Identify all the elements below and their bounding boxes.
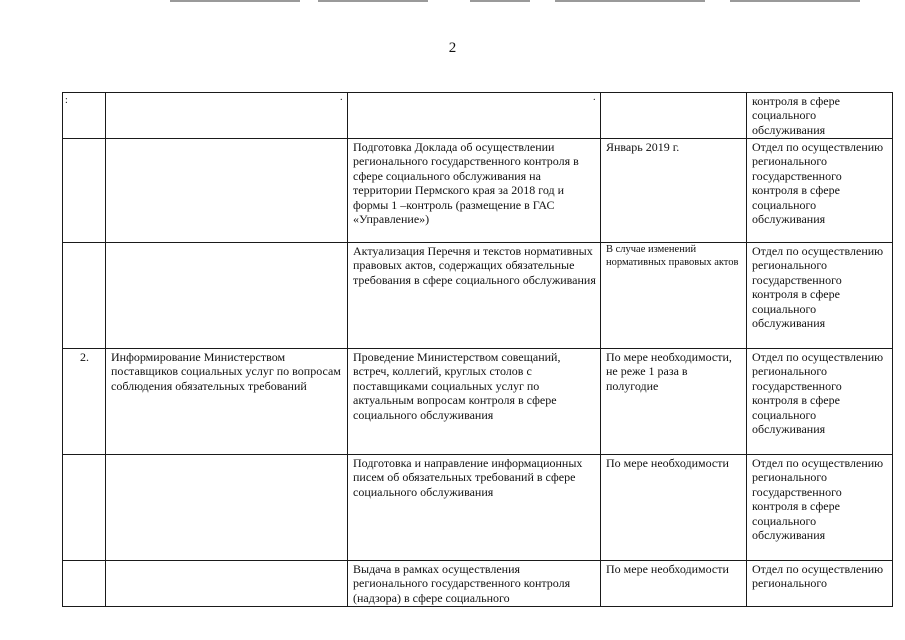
action-cell: Подготовка и направление информационных писем об обязательных требований в сфере социального обслуживания [348, 455, 601, 561]
term-cell: По мере необходимости, не реже 1 раза в полугодие [601, 349, 747, 455]
responsible-cell: Отдел по осуществлению регионального [747, 561, 893, 607]
row-number-cell [63, 139, 106, 243]
event-name-cell: · [106, 93, 348, 139]
term-cell [601, 93, 747, 139]
responsible-cell: Отдел по осуществлению регионального государственного контроля в сфере социального обслуживания [747, 349, 893, 455]
action-cell: Подготовка Доклада об осуществлении регионального государственного контроля в сфере социального обслуживания на территории Пермского края за 2018 год и формы 1 –контроль (размещение в ГАС «Управление») [348, 139, 601, 243]
row-number-cell [63, 561, 106, 607]
action-cell: · [348, 93, 601, 139]
event-name-cell: Информирование Министерством поставщиков социальных услуг по вопросам соблюдения обязательных требований [106, 349, 348, 455]
table-row [63, 455, 893, 561]
term-cell: Январь 2019 г. [601, 139, 747, 243]
table-row [63, 93, 893, 139]
responsible-cell: Отдел по осуществлению регионального государственного контроля в сфере социального обслуживания [747, 243, 893, 349]
table-row [63, 139, 893, 243]
term-cell: По мере необходимости [601, 561, 747, 607]
scan-edge-line [555, 0, 705, 2]
action-cell: Актуализация Перечня и текстов нормативных правовых актов, содержащих обязательные требования в сфере социального обслуживания [348, 243, 601, 349]
table-row [63, 561, 893, 607]
scan-edge-line [170, 0, 300, 2]
event-name-cell [106, 243, 348, 349]
activity-plan-table [62, 92, 893, 607]
table-row [63, 349, 893, 455]
row-number-cell: 2. [63, 349, 106, 455]
action-cell: Выдача в рамках осуществления регионального государственного контроля (надзора) в сфере социального [348, 561, 601, 607]
action-cell: Проведение Министерством совещаний, встреч, коллегий, круглых столов с поставщиками социальных услуг по актуальным вопросам контроля в сфере социального обслуживания [348, 349, 601, 455]
responsible-cell: Отдел по осуществлению регионального государственного контроля в сфере социального обслуживания [747, 139, 893, 243]
table-row [63, 243, 893, 349]
event-name-cell [106, 561, 348, 607]
scan-edge-line [470, 0, 530, 2]
page-number: 2 [448, 40, 457, 56]
row-number-cell: : [63, 93, 106, 139]
scan-edge-line [318, 0, 428, 2]
event-name-cell [106, 455, 348, 561]
event-name-cell [106, 139, 348, 243]
responsible-cell: Отдел по осуществлению регионального государственного контроля в сфере социального обслуживания [747, 455, 893, 561]
term-cell: В случае изменений нормативных правовых актов [601, 243, 747, 349]
scan-edge-line [730, 0, 860, 2]
row-number-cell [63, 455, 106, 561]
row-number-cell [63, 243, 106, 349]
term-cell: По мере необходимости [601, 455, 747, 561]
responsible-cell: контроля в сфере социального обслуживания [747, 93, 893, 139]
